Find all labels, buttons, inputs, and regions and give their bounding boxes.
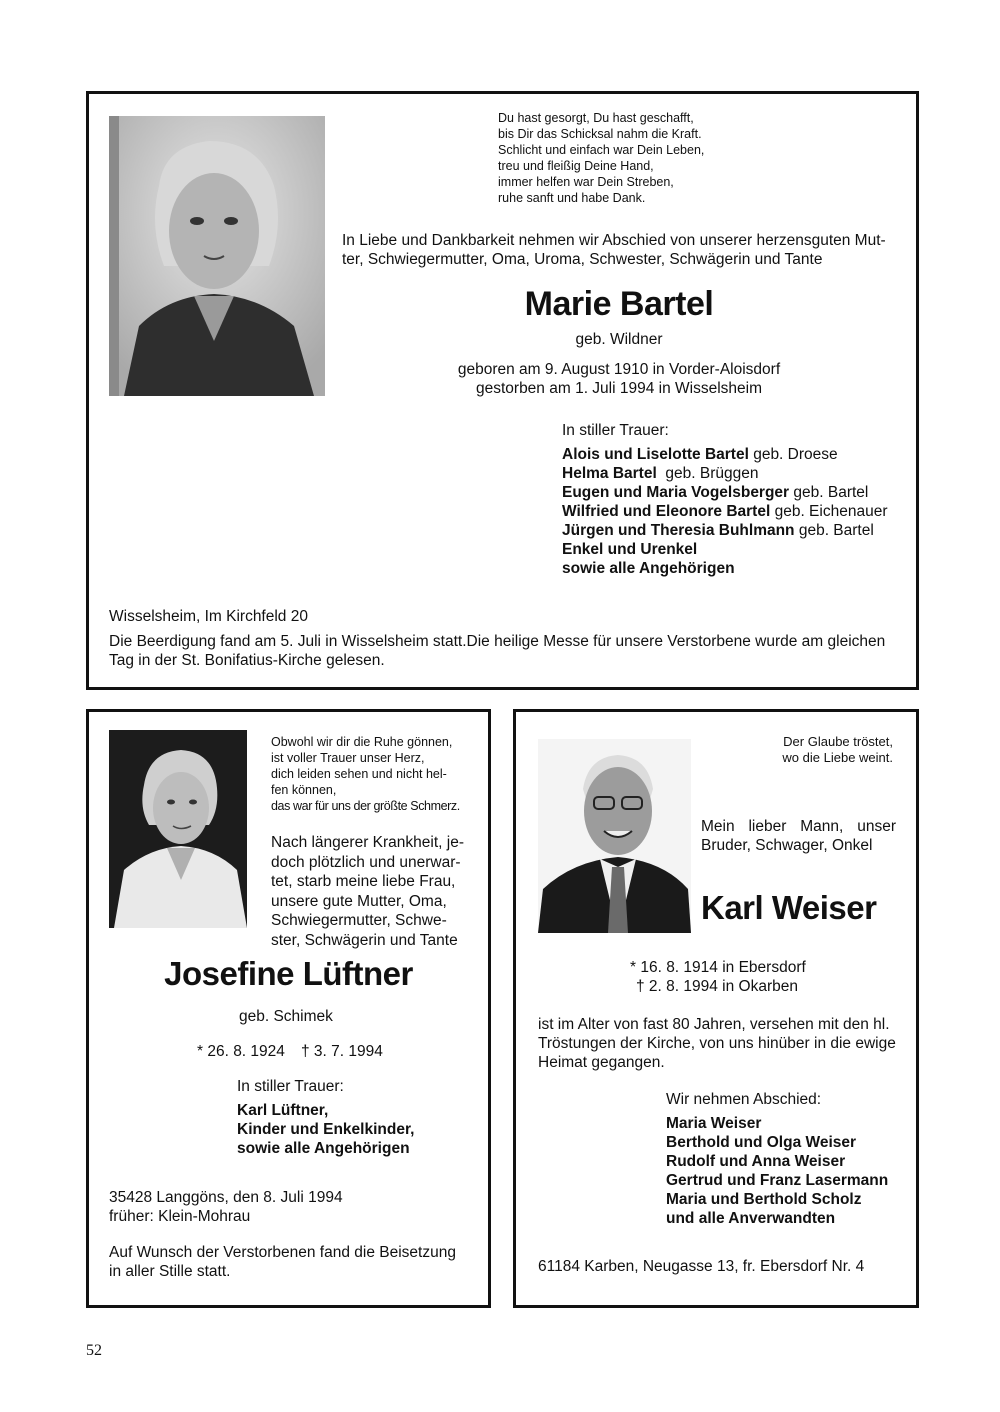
birth-date: * 26. 8. 1924	[197, 1043, 285, 1060]
list-item: Maria und Berthold Scholz	[666, 1191, 862, 1208]
list-item: und alle Anverwandten	[666, 1210, 836, 1227]
farewell-label: Wir nehmen Abschied:	[666, 1091, 822, 1108]
list-item: Maria Weiser	[666, 1115, 762, 1132]
list-item: Alois und Liselotte Bartel geb. Droese	[562, 446, 838, 463]
mourning-label: In stiller Trauer:	[562, 422, 669, 439]
list-item: Berthold und Olga Weiser	[666, 1134, 857, 1151]
mourning-label: In stiller Trauer:	[237, 1078, 344, 1095]
obituary-marie-bartel	[86, 91, 919, 690]
portrait-photo-karl-weiser	[538, 739, 691, 933]
portrait-photo-marie-bartel	[109, 116, 325, 396]
list-item: Eugen und Maria Vogelsberger geb. Bartel	[562, 484, 869, 501]
death-line: † 2. 8. 1994 in Okarben	[636, 978, 799, 995]
list-item: sowie alle Angehörigen	[237, 1140, 410, 1157]
death-line: gestorben am 1. Juli 1994 in Wisselsheim	[475, 380, 763, 397]
deceased-name: Karl Weiser	[701, 889, 877, 926]
list-item: Enkel und Urenkel	[562, 541, 698, 558]
intro-text: Mein lieber Mann, unser Bruder, Schwager, Onkel	[701, 818, 896, 854]
death-date: † 3. 7. 1994	[301, 1043, 383, 1060]
place-date: 35428 Langgöns, den 8. Juli 1994	[109, 1189, 343, 1206]
birth-line: geboren am 9. August 1910 in Vorder-Aloisdorf	[457, 361, 781, 378]
address: 61184 Karben, Neugasse 13, fr. Ebersdorf Nr. 4	[538, 1258, 865, 1275]
deceased-name: Marie Bartel	[524, 285, 714, 323]
list-item: Kinder und Enkelkinder,	[237, 1121, 415, 1138]
funeral-note: Die Beerdigung fand am 5. Juli in Wisselsheim statt.Die heilige Messe für unsere Verstorbene wurde am gleichen Tag in der St. Bonifatius-Kirche gelesen.	[109, 633, 886, 669]
list-item: Helma Bartel geb. Brüggen	[562, 465, 759, 482]
mourner-list	[562, 445, 887, 578]
deceased-name: Josefine Lüftner	[164, 955, 413, 992]
former-residence: früher: Klein-Mohrau	[109, 1208, 251, 1225]
poem: Obwohl wir dir die Ruhe gönnen, ist voller Trauer unser Herz, dich leiden sehen und nicht hel- fen können, das war für uns der größte Schmerz.	[271, 735, 460, 813]
page-number: 52	[86, 1342, 102, 1359]
birth-line: * 16. 8. 1914 in Ebersdorf	[630, 959, 806, 976]
poem: Der Glaube tröstet, wo die Liebe weint.	[782, 734, 893, 765]
mourner-list	[237, 1101, 414, 1158]
burial-note: Auf Wunsch der Verstorbenen fand die Beisetzung in aller Stille statt.	[109, 1244, 456, 1280]
list-item: Wilfried und Eleonore Bartel geb. Eichenauer	[562, 503, 888, 520]
list-item: Jürgen und Theresia Buhlmann geb. Bartel	[562, 522, 874, 539]
list-item: Gertrud und Franz Lasermann	[666, 1172, 889, 1189]
maiden-name: geb. Wildner	[575, 331, 663, 348]
portrait-photo-josefine-lueftner	[109, 730, 247, 928]
intro-text: Nach längerer Krankheit, je- doch plötzlich und unerwar- tet, starb meine liebe Frau, unsere gute Mutter, Oma, Schwiegermutter, Schwe- ster, Schwägerin und Tante	[271, 834, 464, 949]
list-item: Rudolf und Anna Weiser	[666, 1153, 846, 1170]
maiden-name: geb. Schimek	[239, 1008, 333, 1025]
poem: Du hast gesorgt, Du hast geschafft, bis Dir das Schicksal nahm die Kraft. Schlicht und einfach war Dein Leben, treu und fleißig Deine Hand, immer helfen war Dein Streben, ruhe sanft und habe Dank.	[498, 111, 705, 205]
obituary-karl-weiser	[513, 709, 919, 1308]
list-item: sowie alle Angehörigen	[562, 560, 735, 577]
intro-text: In Liebe und Dankbarkeit nehmen wir Abschied von unserer herzensguten Mut- ter, Schwiegermutter, Oma, Uroma, Schwester, Schwägerin und Tante	[342, 232, 886, 268]
obituary-josefine-lueftner	[86, 709, 491, 1308]
death-text: ist im Alter von fast 80 Jahren, versehen mit den hl. Tröstungen der Kirche, von uns hinüber in die ewige Heimat gegangen.	[538, 1016, 896, 1071]
list-item: Karl Lüftner,	[237, 1102, 329, 1119]
address: Wisselsheim, Im Kirchfeld 20	[109, 608, 308, 625]
mourner-list	[666, 1114, 888, 1228]
